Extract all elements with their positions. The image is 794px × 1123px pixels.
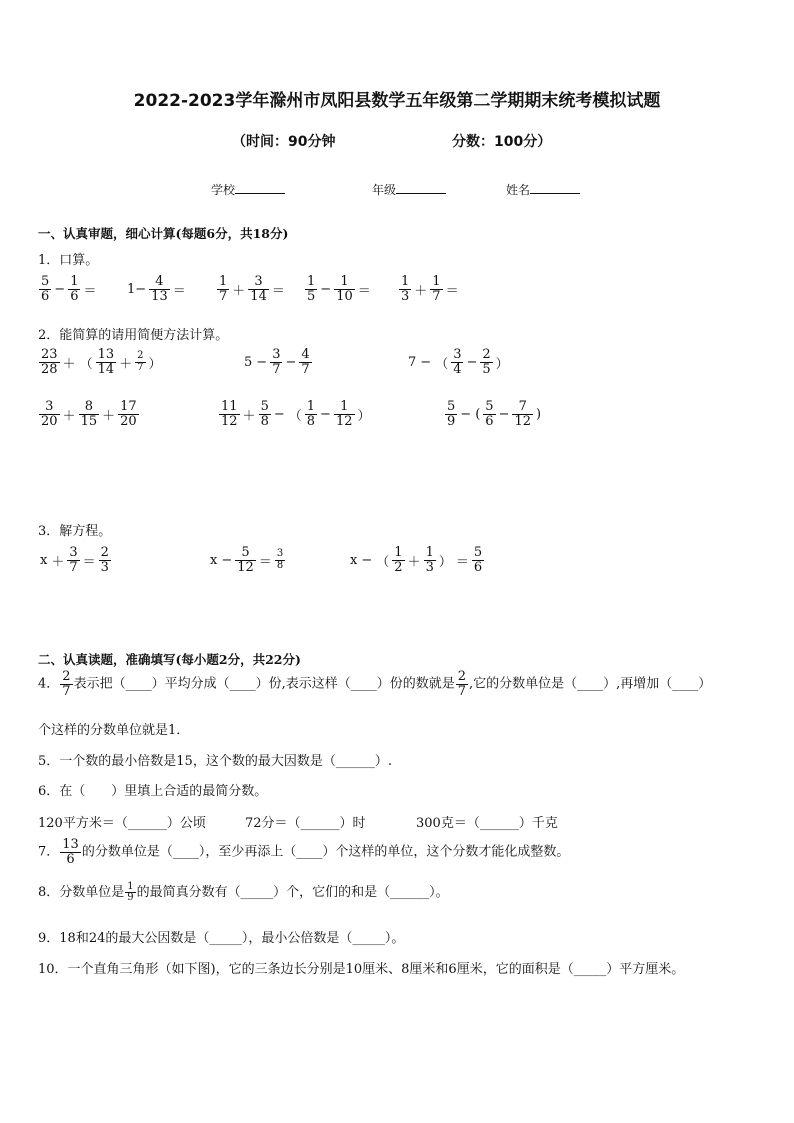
q6-item-3: 300克＝（______）千克 <box>416 816 558 831</box>
simplify-expr-4: $\frac{3}{20}$ ＋ $\frac{8}{15}$ ＋ $\frac{17}{20}$ <box>41 399 137 429</box>
exam-time: （时间：90分钟 <box>232 134 336 150</box>
school-field: 学校 <box>211 181 285 198</box>
q4-line1: 4． $\frac{2}{7}$ 表示把（____）平均分成（____）份,表示这样（____）份的数就是 $\frac{2}{7}$ ,它的分数单位是（____）,再增加（____） <box>38 669 712 699</box>
q6-item-2: 72分＝（______）时 <box>245 816 366 831</box>
section2-heading: 二、认真读题，准确填写(每小题2分，共22分) <box>38 652 301 667</box>
q6-item-1: 120平方米＝（______）公顷 <box>38 816 206 831</box>
q1-label: 1．口算。 <box>38 253 99 268</box>
q8-text: 8．分数单位是 $\frac{1}{9}$ 的最简真分数有（_____）个，它们的和是（______）。 <box>38 880 449 903</box>
equation-3: x − （ $\frac{1}{2}$ ＋ $\frac{1}{3}$ ） ＝ $\frac{5}{6}$ <box>350 545 483 575</box>
q4-line2: 个这样的分数单位就是1． <box>38 723 190 738</box>
simplify-expr-6: $\frac{5}{9}$ − ( $\frac{5}{6}$ − $\frac{7}{12}$ ) <box>447 399 542 429</box>
q7-text: 7． $\frac{13}{6}$ 的分数单位是（____），至少再添上（____）个这样的单位，这个分数才能化成整数。 <box>38 837 570 867</box>
q6-text: 6．在（ ）里填上合适的最简分数。 <box>38 784 268 799</box>
q2-label: 2．能简算的请用简便方法计算。 <box>38 328 229 343</box>
oral-expr-1: $\frac{5}{6}$ − $\frac{1}{6}$ ＝ <box>41 274 97 304</box>
q10-text: 10．一个直角三角形（如下图)，它的三条边长分别是10厘米、8厘米和6厘米，它的面积是（_____）平方厘米。 <box>38 962 685 977</box>
grade-field: 年级 <box>372 181 446 198</box>
oral-expr-2: 1− $\frac{4}{13}$ ＝ <box>127 274 186 304</box>
name-field: 姓名 <box>506 181 580 198</box>
exam-score: 分数：100分） <box>452 134 552 150</box>
oral-expr-5: $\frac{1}{3}$ ＋ $\frac{1}{7}$ ＝ <box>401 274 459 304</box>
oral-expr-3: $\frac{1}{7}$ ＋ $\frac{3}{14}$ ＝ <box>219 274 285 304</box>
page-title: 2022-2023学年滁州市凤阳县数学五年级第二学期期末统考模拟试题 <box>133 91 661 111</box>
simplify-expr-1: $\frac{23}{28}$ ＋ （ $\frac{13}{14}$ ＋ $\frac{2}{7}$ ） <box>41 347 162 377</box>
equation-1: x ＋ $\frac{3}{7}$ ＝ $\frac{2}{3}$ <box>40 545 109 575</box>
equation-2: x − $\frac{5}{12}$ ＝ $\frac{3}{8}$ <box>210 545 284 575</box>
oral-expr-4: $\frac{1}{5}$ − $\frac{1}{10}$ ＝ <box>307 274 371 304</box>
section1-heading: 一、认真审题，细心计算(每题6分，共18分) <box>38 226 289 241</box>
simplify-expr-3: 7 − （ $\frac{3}{4}$ − $\frac{2}{5}$ ） <box>408 347 509 377</box>
q5-text: 5．一个数的最小倍数是15，这个数的最大因数是（______）. <box>38 754 392 769</box>
simplify-expr-5: $\frac{11}{12}$ ＋ $\frac{5}{8}$ − （ $\frac{1}{8}$ − $\frac{1}{12}$ ） <box>221 399 371 429</box>
simplify-expr-2: 5 − $\frac{3}{7}$ − $\frac{4}{7}$ <box>244 347 310 377</box>
q3-label: 3．解方程。 <box>38 524 112 539</box>
q9-text: 9．18和24的最大公因数是（_____），最小公倍数是（_____）。 <box>38 931 405 946</box>
